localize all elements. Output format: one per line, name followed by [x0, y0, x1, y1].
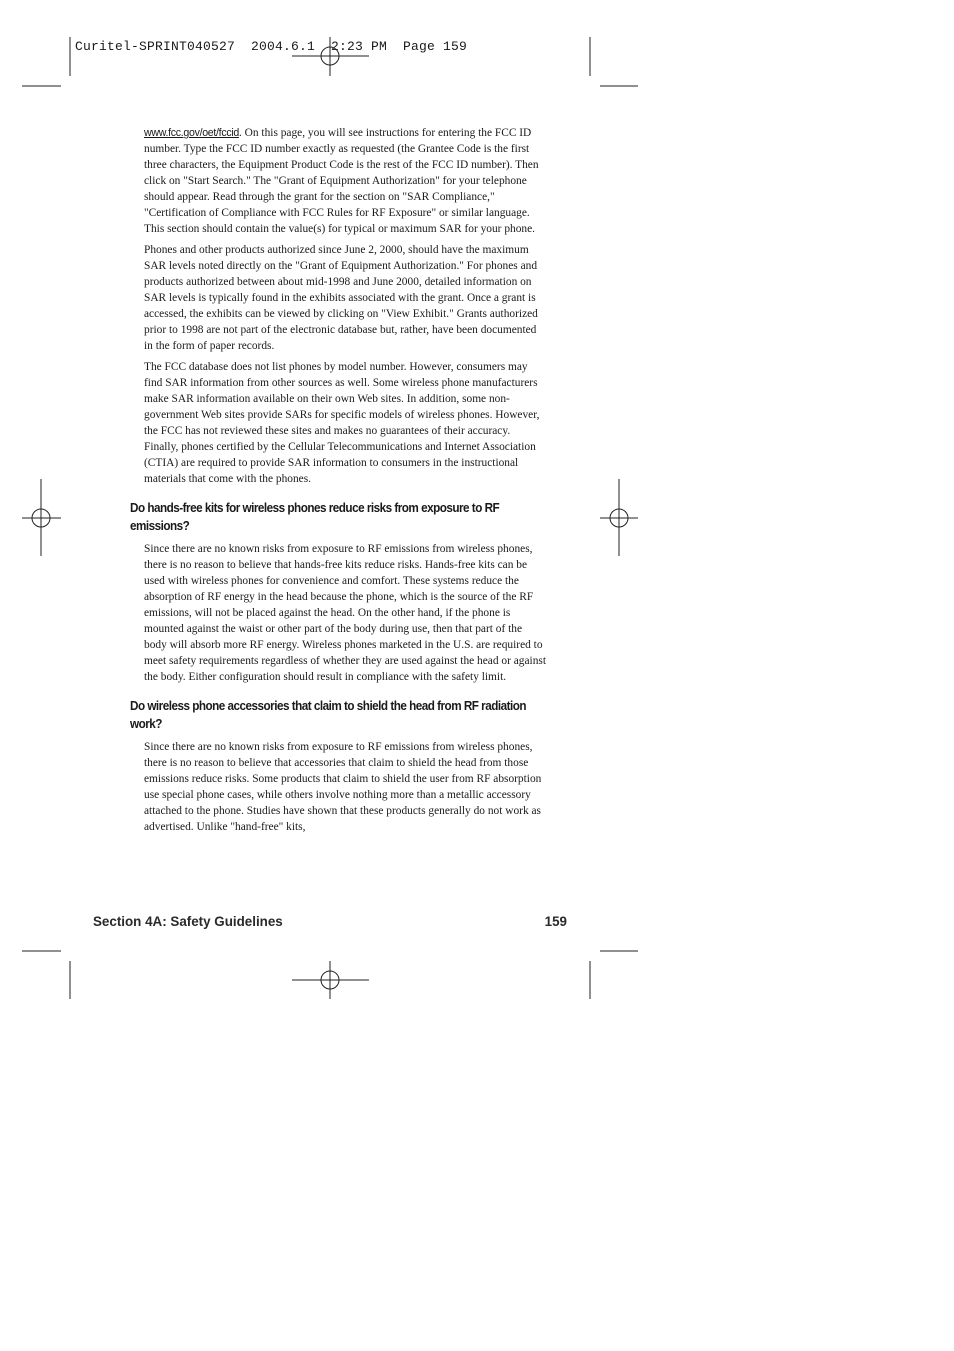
footer-section-title: Section 4A: Safety Guidelines	[93, 914, 283, 929]
print-slug: Curitel-SPRINT040527 2004.6.1 2:23 PM Page 159	[75, 39, 468, 54]
paragraph	[144, 125, 546, 237]
paragraph: Since there are no known risks from exposure to RF emissions from wireless phones, there is no reason to believe that hands-free kits reduce risks. Hands-free kits can be used with wireless phones for convenience and comfort. These systems reduce the absorption of RF energy in the head because the phone, which is the source of the RF emissions, will not be placed against the head. On the other hand, if the phone is mounted against the waist or other part of the body during use, then that part of the body will absorb more RF energy. Wireless phones marketed in the U.S. are required to meet safety requirements regardless of whether they are used against the head or against the body. Either configuration should result in compliance with the safety limit.	[144, 543, 546, 683]
page-footer	[93, 914, 567, 929]
paragraph: Phones and other products authorized since June 2, 2000, should have the maximum SAR levels noted directly on the "Grant of Equipment Authorization." For phones and products authorized between about mid-1998 and June 2000, detailed information on SAR levels is typically found in the exhibits associated with the grant. Once a grant is accessed, the exhibits can be viewed by clicking on "View Exhibit." Grants authorized prior to 1998 are not part of the electronic database but, rather, have been documented in the form of paper records.	[144, 244, 538, 352]
paragraph-text: . On this page, you will see instructions for entering the FCC ID number. Type the FCC ID number exactly as requested (the Grantee Code is the first three characters, the Equipment Product Code is the rest of the FCC ID number). Then click on "Start Search." The "Grant of Equipment Authorization" for your telephone should appear. Read through the grant for the section on "SAR Compliance," "Certification of Compliance with FCC Rules for RF Exposure" or similar language. This section should contain the value(s) for typical or maximum SAR for your phone.	[144, 127, 539, 235]
fcc-id-link[interactable]: www.fcc.gov/oet/fccid	[144, 127, 239, 139]
section-heading: Do wireless phone accessories that claim to shield the head from RF radiation work?	[130, 699, 527, 731]
paragraph: Since there are no known risks from exposure to RF emissions from wireless phones, there is no reason to believe that accessories that claim to shield the head from those emissions reduce risks. Some products that claim to shield the user from RF absorption use special phone cases, while others involve nothing more than a metallic accessory attached to the phone. Studies have shown that these products generally do not work as advertised. Unlike "hand-free" kits,	[144, 741, 542, 833]
page-body	[130, 125, 546, 840]
section-heading: Do hands-free kits for wireless phones reduce risks from exposure to RF emissions?	[130, 501, 500, 533]
page-number: 159	[544, 914, 567, 929]
paragraph: The FCC database does not list phones by model number. However, consumers may find SAR information from other sources as well. Some wireless phone manufacturers make SAR information available on their own Web sites. In addition, some non-government Web sites provide SARs for specific models of wireless phones. However, the FCC has not reviewed these sites and makes no guarantees of their accuracy. Finally, phones certified by the Cellular Telecommunications and Internet Association (CTIA) are required to provide SAR information to consumers in the instructional materials that come with the phones.	[144, 361, 540, 485]
